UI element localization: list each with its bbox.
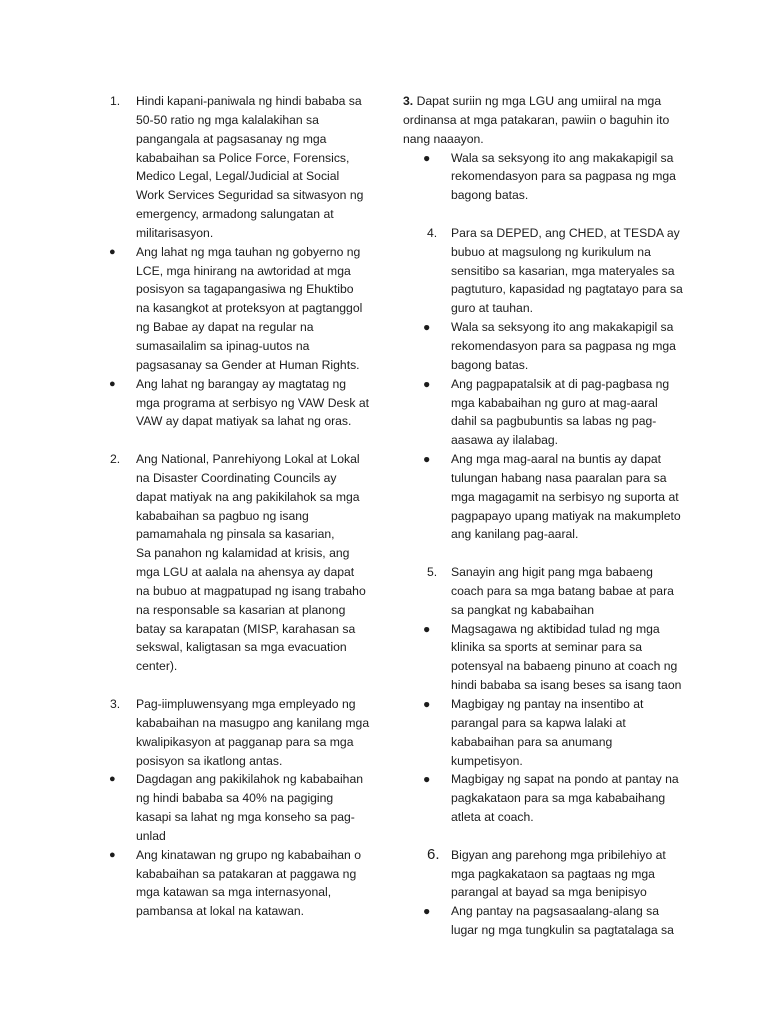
list-item bbox=[403, 770, 685, 827]
list-item bbox=[403, 224, 685, 318]
list-number: 2. bbox=[110, 452, 121, 467]
list-item bbox=[108, 695, 370, 770]
list-item-body: Dapat suriin ng mga LGU ang umiiral na mga ordinansa at mga patakaran, pawiin o baguhin ito nang naaayon. bbox=[403, 94, 670, 146]
left-column bbox=[108, 92, 370, 921]
bullet-icon: ● bbox=[109, 773, 116, 786]
list-item-text: Ang pantay na pagsasaalang-alang sa lugar ng mga tungkulin sa pagtatalaga sa bbox=[451, 904, 674, 938]
list-item bbox=[108, 846, 370, 921]
list-item bbox=[403, 375, 685, 450]
list-item-text: Magbigay ng pantay na insentibo at parangal para sa kapwa lalaki at kababaihan para sa anumang kumpetisyon. bbox=[451, 697, 644, 768]
list-item bbox=[108, 770, 370, 845]
list-item-text: Ang lahat ng mga tauhan ng gobyerno ng LCE, mga hinirang na awtoridad at mga posisyon sa tagapangasiwa ng Ehuktibo na kasangkot at proteksyon at pagtanggol ng Babae ay dapat na regular na sumasailalim sa ipinag-uutos na pagsasanay sa Gender at Human Rights. bbox=[136, 244, 363, 372]
list-item-text: Hindi kapani-paniwala ng hindi bababa sa 50-50 ratio ng mga kalalakihan sa pangangala at pagsasanay ng mga kababaihan sa Police Force, Forensics, Medico Legal, Legal/Judicial at Social Work Services Seguridad sa sitwasyon ng emergency, armadong salungatan at militarisasyon. bbox=[136, 94, 364, 240]
list-item-text: Wala sa seksyong ito ang makakapigil sa rekomendasyon para sa pagpasa ng mga bagong batas. bbox=[451, 150, 676, 203]
list-item bbox=[403, 318, 685, 375]
list-item bbox=[403, 695, 685, 770]
list-number: 3. bbox=[403, 94, 414, 108]
list-number: 4. bbox=[427, 225, 438, 240]
list-item bbox=[403, 902, 685, 940]
bullet-icon: ● bbox=[423, 621, 431, 636]
list-item-text: Magbigay ng sapat na pondo at pantay na pagkakataon para sa mga kababaihang atleta at coach. bbox=[451, 772, 679, 825]
right-column bbox=[403, 92, 685, 940]
list-item-text: Ang pagpapatalsik at di pag-pagbasa ng mga kababaihan ng guro at mag-aaral dahil sa pagbubuntis sa labas ng pag-aasawa ay ilalabag. bbox=[451, 376, 670, 448]
bullet-icon: ● bbox=[109, 848, 116, 861]
list-item-continuation bbox=[108, 544, 370, 676]
list-number: 6. bbox=[427, 845, 440, 863]
list-item-text: Ang kinatawan ng grupo ng kababaihan o kababaihan sa patakaran at paggawa ng mga katawan sa mga internasyonal, pambansa at lokal na katawan. bbox=[136, 847, 361, 919]
list-item-text: Sa panahon ng kalamidad at krisis, ang mga LGU at aalala na ahensya ay dapat na bubuo at magpatupad ng isang trabaho na responsable sa kasarian at planong batay sa karapatan (MISP, karahasan sa sekswal, kaligtasan sa mga evacuation center). bbox=[136, 546, 366, 674]
list-item-text: Pag-iimpluwensyang mga empleyado ng kababaihan na masugpo ang kanilang mga kwalipikasyon at pagganap para sa mga posisyon sa ikatlong antas. bbox=[136, 697, 370, 768]
list-item bbox=[403, 450, 685, 544]
list-item-text: Magsagawa ng aktibidad tulad ng mga klinika sa sports at seminar para sa potensyal na babaeng pinuno at coach ng hindi bababa sa isang beses sa isang taon bbox=[451, 621, 682, 693]
list-item-text: Ang mga mag-aaral na buntis ay dapat tulungan habang nasa paaralan para sa mga magagamit na serbisyo ng suporta at pagpapayo upang matiyak na makumpleto ang kanilang pag-aaral. bbox=[451, 452, 681, 542]
bullet-icon: ● bbox=[423, 452, 431, 467]
bullet-icon: ● bbox=[423, 697, 431, 711]
list-item-text: Para sa DEPED, ang CHED, at TESDA ay bubuo at magsulong ng kurikulum na sensitibo sa kasarian, mga materyales sa pagtuturo, kapasidad ng pagtatayo para sa guro at tauhan. bbox=[451, 225, 683, 316]
list-item-text bbox=[403, 92, 685, 149]
list-number: 5. bbox=[427, 565, 438, 580]
list-item-text: Wala sa seksyong ito ang makakapigil sa rekomendasyon para sa pagpasa ng mga bagong batas. bbox=[451, 320, 676, 372]
list-item bbox=[403, 149, 685, 206]
list-item bbox=[403, 620, 685, 695]
list-item-text: Ang National, Panrehiyong Lokal at Lokal na Disaster Coordinating Councils ay dapat matiyak na ang pakikilahok sa mga kababaihan sa pagbuo ng isang pamamahala ng pinsala sa kasarian, bbox=[136, 452, 360, 542]
list-item bbox=[108, 450, 370, 544]
list-item bbox=[403, 563, 685, 620]
list-item bbox=[108, 92, 370, 243]
list-item bbox=[108, 243, 370, 375]
list-item-text: Dagdagan ang pakikilahok ng kababaihan ng hindi bababa sa 40% na pagiging kasapi sa lahat ng mga konseho sa pag-unlad bbox=[136, 772, 364, 843]
bullet-icon: ● bbox=[109, 377, 116, 390]
bullet-icon: ● bbox=[423, 320, 431, 335]
list-number: 1. bbox=[110, 94, 121, 108]
list-number: 3. bbox=[110, 697, 121, 711]
list-item bbox=[108, 375, 370, 432]
list-item bbox=[403, 846, 685, 903]
list-item-text: Sanayin ang higit pang mga babaeng coach para sa mga batang babae at para sa pangkat ng kababaihan bbox=[451, 565, 674, 617]
bullet-icon: ● bbox=[423, 150, 431, 165]
bullet-icon: ● bbox=[423, 772, 431, 787]
list-item-text: Bigyan ang parehong mga pribilehiyo at mga pagkakataon sa pagtaas ng mga parangal at bayad sa mga benipisyo bbox=[451, 847, 666, 900]
list-item bbox=[403, 92, 685, 149]
bullet-icon: ● bbox=[423, 904, 431, 919]
bullet-icon: ● bbox=[109, 245, 116, 258]
bullet-icon: ● bbox=[423, 376, 431, 391]
list-item-text: Ang lahat ng barangay ay magtatag ng mga programa at serbisyo ng VAW Desk at VAW ay dapat matiyak sa lahat ng oras. bbox=[136, 376, 370, 429]
